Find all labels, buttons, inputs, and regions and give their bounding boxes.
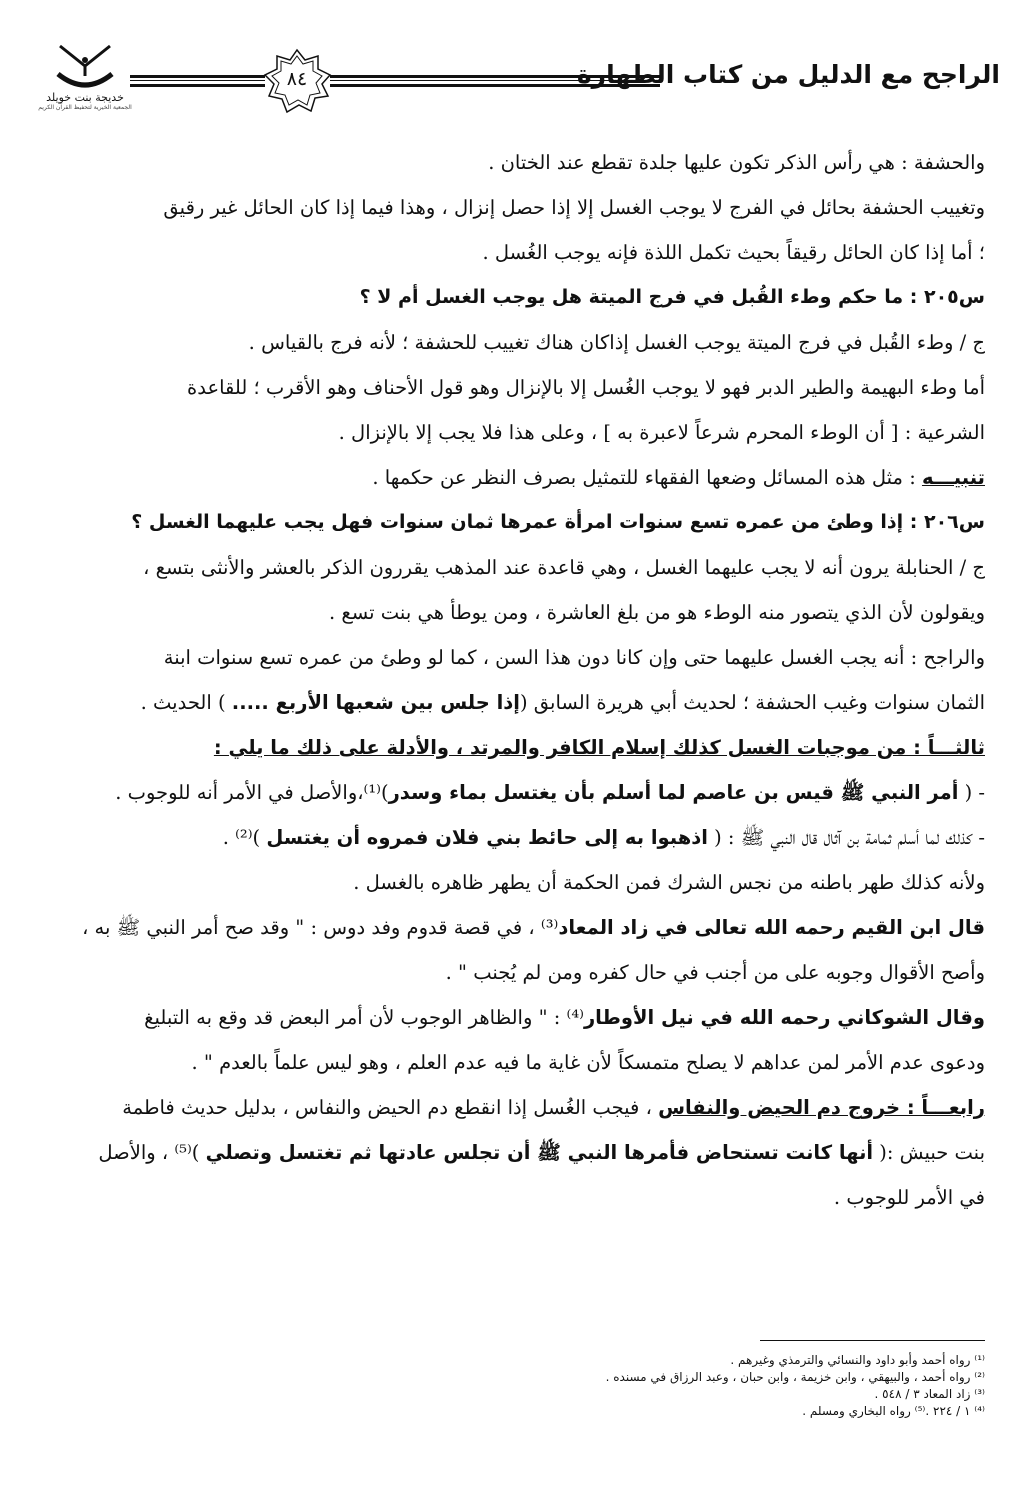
- text-line: ولأنه كذلك طهر باطنه من نجس الشرك فمن الحكمة أن يطهر ظاهره بالغسل .: [353, 871, 985, 894]
- footnotes: [40, 1352, 985, 1420]
- book-title: الراجح مع الدليل من كتاب الطهارة: [576, 60, 1000, 89]
- header-rule-left: [130, 75, 265, 87]
- footnote: ⁽³⁾ زاد المعاد ٣ / ٥٤٨ .: [874, 1387, 985, 1401]
- text-line: ودعوى عدم الأمر لمن عداهم لا يصلح متمسكاً لأن غاية ما فيه عدم العلم ، وهو ليس علماً بالعدم " .: [191, 1051, 985, 1074]
- logo-subtext: الجمعية الخيرية لتحفيظ القرآن الكريم: [38, 104, 132, 111]
- text-line: الثمان سنوات وغيب الحشفة ؛ لحديث أبي هريرة السابق (إذا جلس بين شعبها الأربع ..... ) الحديث .: [140, 691, 985, 714]
- text-line: ج / وطء القُبل في فرج الميتة يوجب الغسل إذاكان هناك تغييب للحشفة ؛ لأنه فرج بالقياس .: [248, 331, 985, 354]
- text-line: وتغييب الحشفة بحائل في الفرج لا يوجب الغسل إلا إذا حصل إنزال ، وهذا فيما إذا كان الحائل غير رقيق: [163, 196, 985, 219]
- logo-name: خديجة بنت خويلد: [46, 91, 124, 104]
- text-line: والحشفة : هي رأس الذكر تكون عليها جلدة تقطع عند الختان .: [488, 151, 985, 174]
- text-line: قال ابن القيم رحمه الله تعالى في زاد المعاد⁽³⁾ ، في قصة قدوم وفد دوس : " وقد صح أمر النبي ﷺ به ،: [82, 916, 985, 939]
- text-line: الشرعية : [ أن الوطء المحرم شرعاً لاعبرة به ] ، وعلى هذا فلا يجب إلا بالإنزال .: [338, 421, 985, 444]
- text-line: - ( أمر النبي ﷺ قيس بن عاصم لما أسلم بأن يغتسل بماء وسدر)⁽¹⁾،والأصل في الأمر أنه للوجوب .: [115, 781, 985, 804]
- section-heading: رابعـــاً : خروج دم الحيض والنفاس ، فيجب الغُسل إذا انقطع دم الحيض والنفاس ، بدليل حديث فاطمة: [122, 1096, 985, 1119]
- question-heading: س٢٠٥ : ما حكم وطء القُبل في فرج الميتة هل يوجب الغسل أم لا ؟: [359, 286, 985, 308]
- text-line: والراجح : أنه يجب الغسل عليهما حتى وإن كانا دون هذا السن ، كما لو وطئ من عمره تسع سنوات ابنة: [163, 646, 985, 669]
- text-line: وأصح الأقوال وجوبه على من أجنب في حال كفره ومن لم يُجنب " .: [445, 961, 985, 984]
- footnote: ⁽¹⁾ رواه أحمد وأبو داود والنسائي والترمذي وغيرهم .: [730, 1353, 985, 1367]
- text-line: - كذلك لما أسلم ثمامة بن آثال قال النبي ﷺ : ( اذهبوا به إلى حائط بني فلان فمروه أن يغتسل )⁽²⁾ .: [222, 826, 985, 849]
- text-line: ؛ أما إذا كان الحائل رقيقاً بحيث تكمل اللذة فإنه يوجب الغُسل .: [482, 241, 985, 264]
- page-number-badge: [262, 48, 332, 116]
- text-line: وقال الشوكاني رحمه الله في نيل الأوطار⁽⁴⁾ : " والظاهر الوجوب لأن أمر البعض قد وقع به التبليغ: [144, 1006, 985, 1029]
- footnote: ⁽²⁾ رواه أحمد ، والبيهقي ، وابن خزيمة ، وابن حبان ، وعبد الرزاق في مسنده .: [605, 1370, 985, 1384]
- publisher-logo: [30, 38, 140, 123]
- logo-emblem-icon: [50, 38, 120, 93]
- footnote-divider: [760, 1340, 985, 1341]
- page-header: [30, 38, 1000, 128]
- section-heading: ثالثـــاً : من موجبات الغسل كذلك إسلام الكافر والمرتد ، والأدلة على ذلك ما يلي :: [213, 736, 985, 759]
- footnote: ⁽⁴⁾ ١ / ٢٢٤ .⁽⁵⁾ رواه البخاري ومسلم .: [802, 1404, 985, 1418]
- text-line: أما وطء البهيمة والطير الدبر فهو لا يوجب الغُسل إلا بالإنزال وهو قول الأحناف وهو الأقرب ؛ للقاعدة: [187, 376, 985, 399]
- text-line: في الأمر للوجوب .: [833, 1186, 985, 1209]
- question-heading: س٢٠٦ : إذا وطئ من عمره تسع سنوات امرأة عمرها ثمان سنوات فهل يجب عليهما الغسل ؟: [131, 511, 985, 533]
- note-line: تنبيـــه : مثل هذه المسائل وضعها الفقهاء للتمثيل بصرف النظر عن حكمها .: [372, 466, 985, 489]
- text-line: بنت حبيش :( أنها كانت تستحاض فأمرها النبي ﷺ أن تجلس عادتها ثم تغتسل وتصلي )⁽⁵⁾ ، والأصل: [98, 1141, 985, 1164]
- page-number: ٨٤: [286, 68, 308, 90]
- text-line: ج / الحنابلة يرون أنه لا يجب عليهما الغسل ، وهي قاعدة عند المذهب يقررون الذكر بالعشر والأنثى بتسع ،: [143, 556, 985, 579]
- page-body: [40, 140, 985, 1220]
- text-line: ويقولون لأن الذي يتصور منه الوطء هو من بلغ العاشرة ، ومن يوطأ هي بنت تسع .: [328, 601, 985, 624]
